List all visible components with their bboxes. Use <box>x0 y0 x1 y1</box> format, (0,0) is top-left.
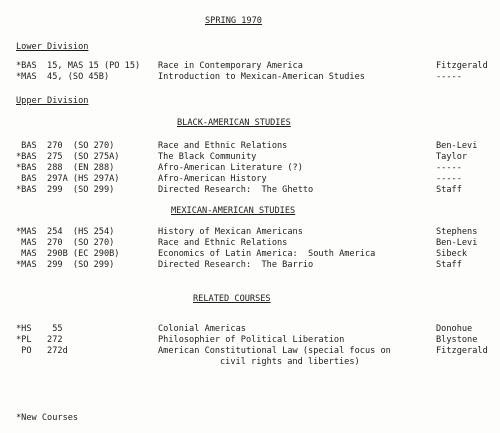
mexican-american-studies-heading: MEXICAN-AMERICAN STUDIES <box>171 206 296 216</box>
course-instructor: Fitzgerald <box>436 61 488 71</box>
upper-division-heading: Upper Division <box>16 96 89 106</box>
course-title: Afro-American History <box>158 174 267 184</box>
course-title: Race in Contemporary America <box>158 61 303 71</box>
course-code: *PL 272 <box>16 335 63 345</box>
course-code: *MAS 45, (SO 45B) <box>16 72 110 82</box>
course-code: MAS 290B (EC 290B) <box>16 249 120 259</box>
course-code: PO 272d <box>16 346 68 356</box>
course-instructor: Staff <box>436 185 462 195</box>
page-title: SPRING 1970 <box>205 16 262 26</box>
course-title: Race and Ethnic Relations <box>158 141 288 151</box>
course-code: BAS 297A (HS 297A) <box>16 174 120 184</box>
course-instructor: ----- <box>436 163 462 173</box>
course-instructor: Fitzgerald <box>436 346 488 356</box>
course-code: *BAS 288 (EN 288) <box>16 163 115 173</box>
course-title: Afro-American Literature (?) <box>158 163 303 173</box>
course-title: American Constitutional Law (special focus on <box>158 346 391 356</box>
course-code: MAS 270 (SO 270) <box>16 238 115 248</box>
course-instructor: Blystone <box>436 335 478 345</box>
course-code: *MAS 299 (SO 299) <box>16 260 115 270</box>
course-title: Colonial Americas <box>158 324 246 334</box>
course-title: History of Mexican Americans <box>158 227 303 237</box>
course-instructor: ----- <box>436 72 462 82</box>
black-american-studies-heading: BLACK-AMERICAN STUDIES <box>177 118 291 128</box>
course-title: The Black Community <box>158 152 257 162</box>
course-instructor: Staff <box>436 260 462 270</box>
course-code: *BAS 15, MAS 15 (PO 15) <box>16 61 141 71</box>
course-title-continuation: civil rights and liberties) <box>220 357 360 367</box>
course-title: Economics of Latin America: South America <box>158 249 376 259</box>
course-title: Race and Ethnic Relations <box>158 238 288 248</box>
course-instructor: Ben-Levi <box>436 238 478 248</box>
course-instructor: ----- <box>436 174 462 184</box>
course-code: BAS 270 (SO 270) <box>16 141 115 151</box>
course-code: *BAS 275 (SO 275A) <box>16 152 120 162</box>
related-courses-heading: RELATED COURSES <box>193 294 271 304</box>
course-code: *HS 55 <box>16 324 63 334</box>
course-instructor: Sibeck <box>436 249 468 259</box>
course-instructor: Ben-Levi <box>436 141 478 151</box>
course-code: *BAS 299 (SO 299) <box>16 185 115 195</box>
course-title: Directed Research: The Ghetto <box>158 185 314 195</box>
course-instructor: Donohue <box>436 324 473 334</box>
new-courses-footnote: *New Courses <box>16 413 79 423</box>
lower-division-heading: Lower Division <box>16 42 89 52</box>
course-title: Directed Research: The Barrio <box>158 260 314 270</box>
course-code: *MAS 254 (HS 254) <box>16 227 115 237</box>
course-title: Introduction to Mexican-American Studies <box>158 72 365 82</box>
course-title: Philosophier of Political Liberation <box>158 335 345 345</box>
course-instructor: Stephens <box>436 227 478 237</box>
course-instructor: Taylor <box>436 152 468 162</box>
